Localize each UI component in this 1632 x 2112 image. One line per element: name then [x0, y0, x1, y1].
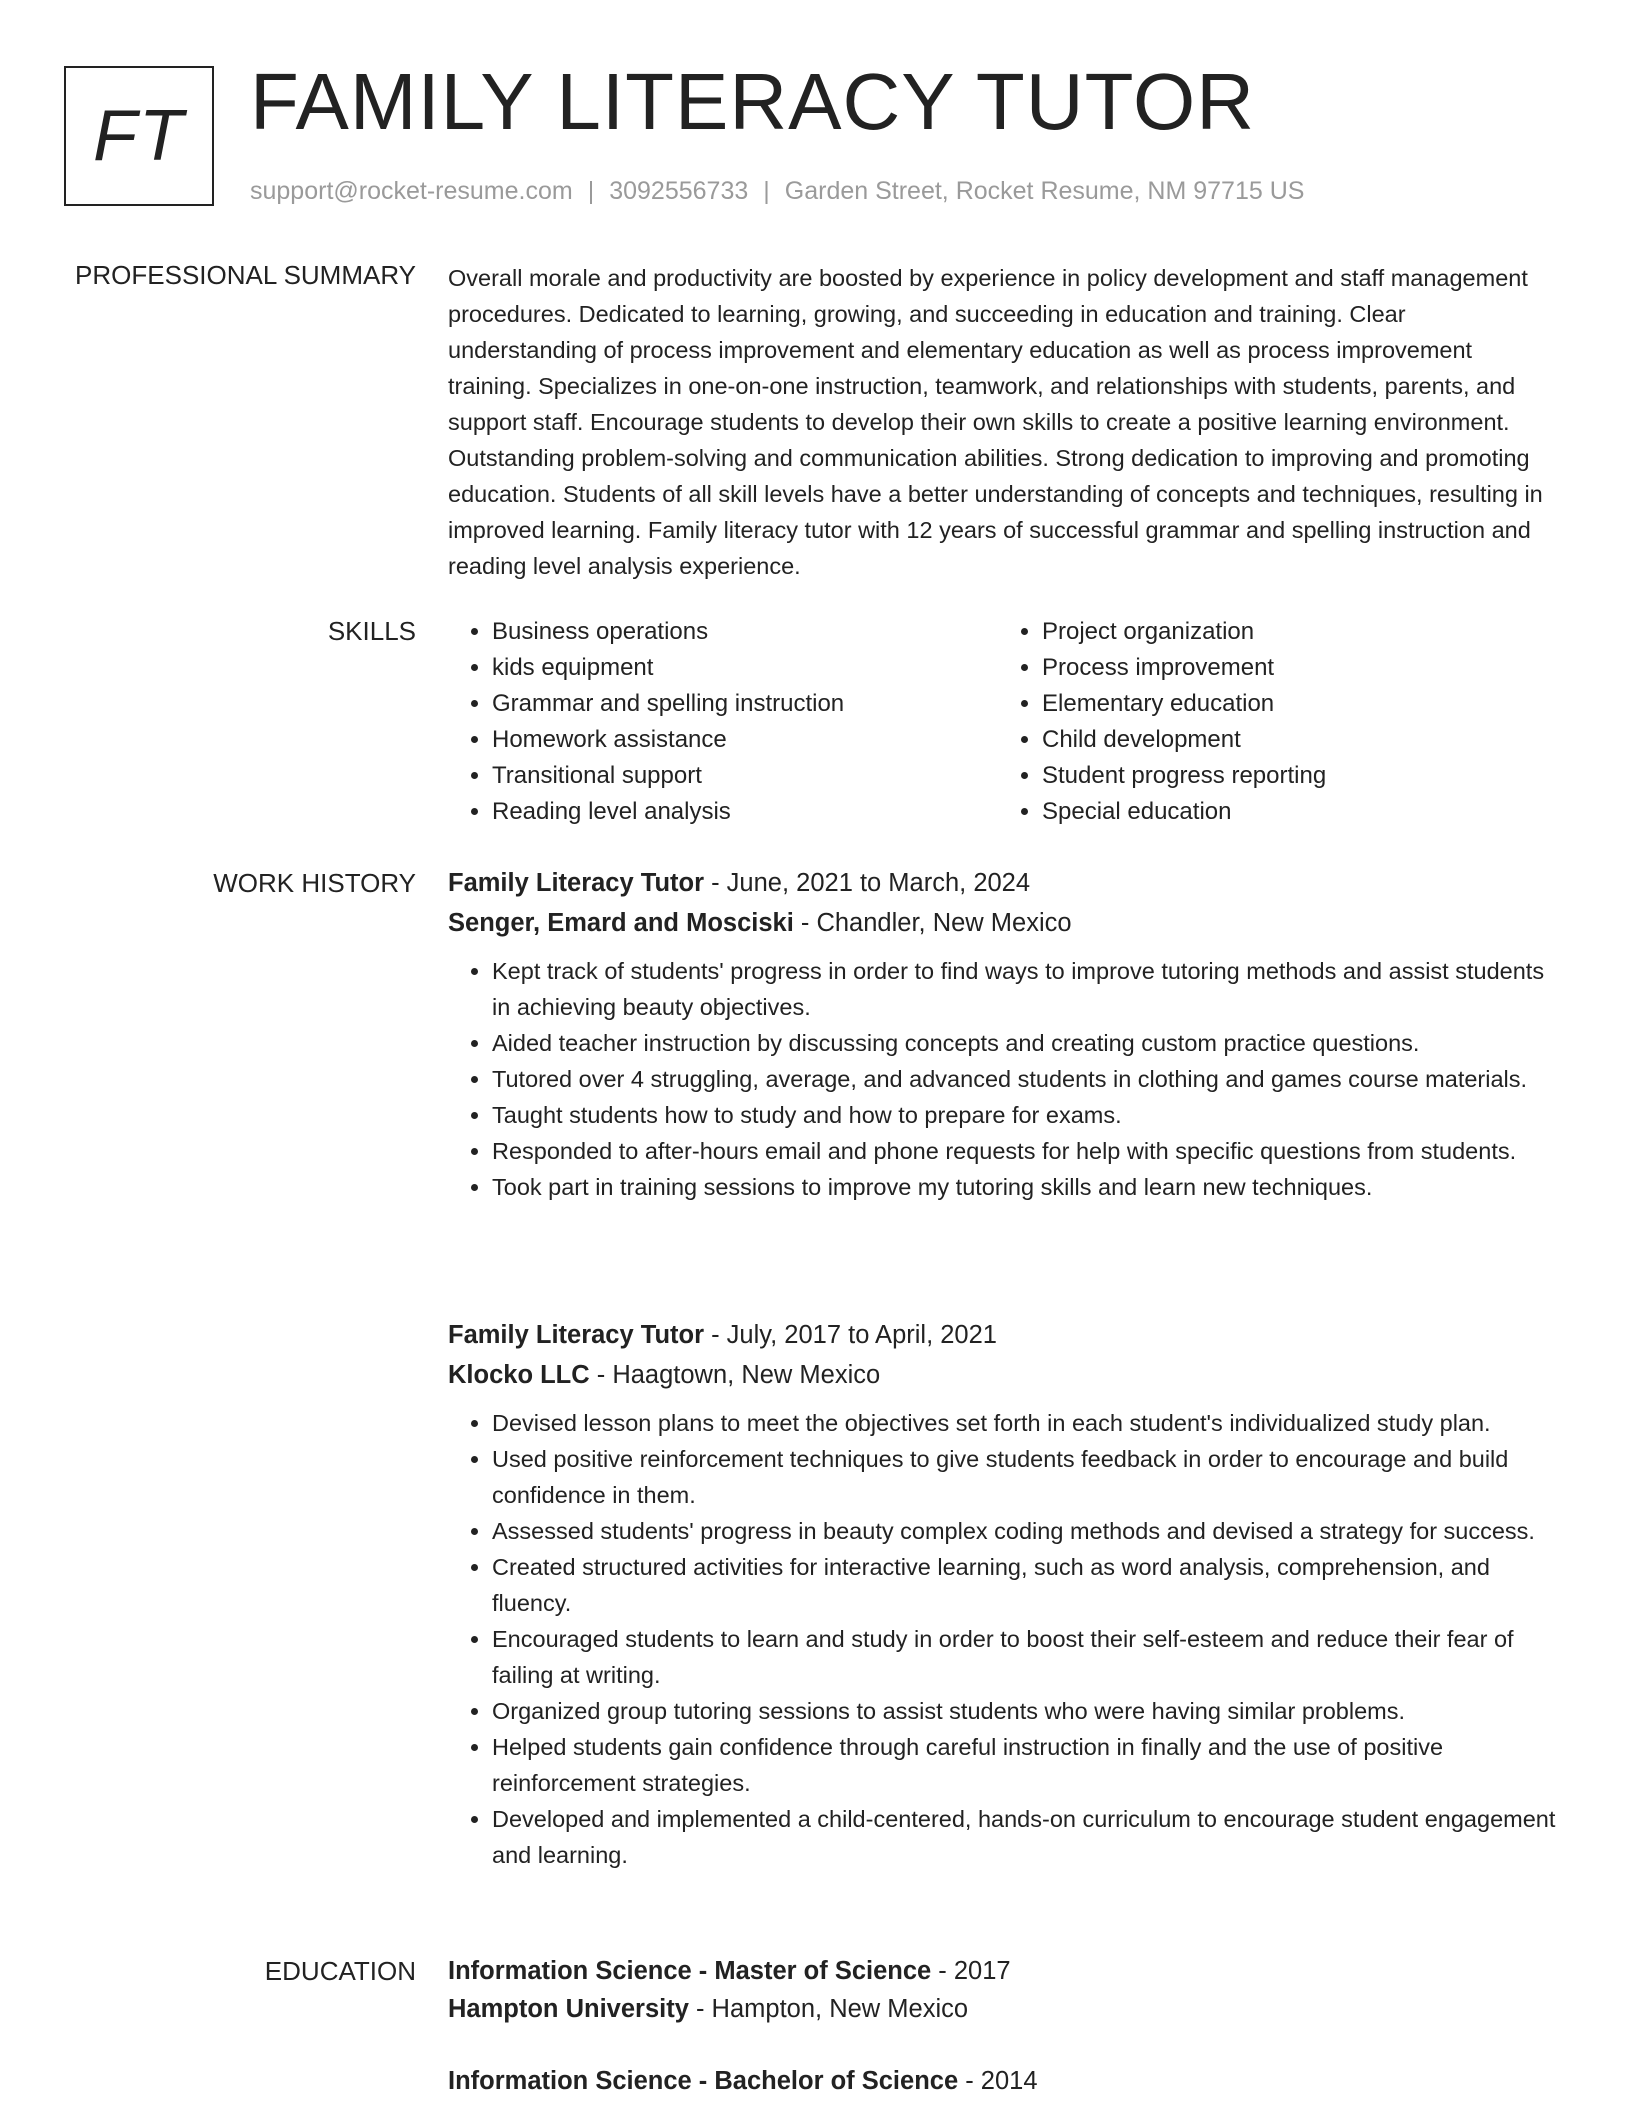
education-school-line — [448, 1990, 1558, 2028]
job-dates: - June, 2021 to March, 2024 — [704, 869, 1031, 897]
skills-list-right — [998, 614, 1548, 830]
job-title-line — [448, 863, 1558, 903]
job-title: Family Literacy Tutor — [448, 869, 705, 897]
job-title-line — [448, 1315, 1558, 1355]
contact-phone[interactable]: 3092556733 — [609, 177, 749, 205]
job-entry — [448, 1315, 1558, 1873]
job-location: - Haagtown, New Mexico — [589, 1361, 881, 1389]
monogram-logo: FT — [64, 66, 214, 206]
skill-item: • Elementary education — [1042, 686, 1548, 722]
skill-item: • Grammar and spelling instruction — [492, 686, 998, 722]
skill-item: • Homework assistance — [492, 722, 998, 758]
skill-item: • Student progress reporting — [1042, 758, 1548, 794]
resume-title: FAMILY LITERACY TUTOR — [250, 57, 1255, 146]
skill-item: • Transitional support — [492, 758, 998, 794]
skill-item: • Project organization — [1042, 614, 1548, 650]
education-degree: Information Science - Bachelor of Science — [448, 2067, 959, 2095]
skill-item: • kids equipment — [492, 650, 998, 686]
job-bullets — [448, 953, 1558, 1205]
job-bullets — [448, 1405, 1558, 1873]
section-label-summary: PROFESSIONAL SUMMARY — [75, 260, 416, 290]
education-degree-line — [448, 2062, 1558, 2100]
skills-list-left — [448, 614, 998, 830]
skill-item: • Business operations — [492, 614, 998, 650]
education-year: - 2014 — [958, 2067, 1038, 2095]
job-bullet: • Organized group tutoring sessions to assist students who were having similar problems. — [492, 1693, 1558, 1729]
job-bullet: • Responded to after-hours email and phone requests for help with specific questions from students. — [492, 1133, 1558, 1169]
job-bullet: • Helped students gain confidence through careful instruction in finally and the use of positive reinforcement strategies. — [492, 1729, 1558, 1801]
job-bullet: • Developed and implemented a child-centered, hands-on curriculum to encourage student engagement and learning. — [492, 1801, 1558, 1873]
job-bullet: • Tutored over 4 struggling, average, and advanced students in clothing and games course materials. — [492, 1061, 1558, 1097]
job-bullet: • Kept track of students' progress in order to find ways to improve tutoring methods and assist students in achieving beauty objectives. — [492, 953, 1558, 1025]
education-school: Hampton University — [448, 1995, 689, 2023]
job-bullet: • Taught students how to study and how to prepare for exams. — [492, 1097, 1558, 1133]
job-entry — [448, 863, 1558, 1205]
education-year: - 2017 — [931, 1957, 1011, 1985]
education-location: - Hampton, New Mexico — [688, 1995, 969, 2023]
job-bullet: • Used positive reinforcement techniques to give students feedback in order to encourage and build confidence in them. — [492, 1441, 1558, 1513]
contact-email[interactable]: support@rocket-resume.com — [250, 177, 573, 205]
job-bullet: • Created structured activities for interactive learning, such as word analysis, comprehension, and fluency. — [492, 1549, 1558, 1621]
job-bullet: • Encouraged students to learn and study in order to boost their self-esteem and reduce their fear of failing at writing. — [492, 1621, 1558, 1693]
skill-item: • Special education — [1042, 794, 1548, 830]
summary-text: Overall morale and productivity are boosted by experience in policy development and staff management procedures. Dedicated to learning, growing, and succeeding in education and training. Clear understanding of process improvement and elementary education as well as process improvement training. Specializes in one-on-one instruction, teamwork, and relationships with students, parents, and support staff. Encourage students to develop their own skills to create a positive learning environment. Outstanding problem-solving and communication abilities. Strong dedication to improving and promoting education. Students of all skill levels have a better understanding of concepts and techniques, resulting in improved learning. Family literacy tutor with 12 years of successful grammar and spelling instruction and reading level analysis experience. — [448, 265, 1543, 579]
contact-separator: | — [587, 177, 595, 205]
education-degree: Information Science - Master of Science — [448, 1957, 932, 1985]
job-company-line — [448, 1355, 1558, 1395]
job-company-line — [448, 903, 1558, 943]
job-title: Family Literacy Tutor — [448, 1321, 705, 1349]
contact-line — [250, 176, 1304, 206]
job-company: Senger, Emard and Mosciski — [448, 909, 794, 937]
job-bullet: • Took part in training sessions to improve my tutoring skills and learn new techniques. — [492, 1169, 1558, 1205]
job-dates: - July, 2017 to April, 2021 — [704, 1321, 997, 1349]
education-degree-line — [448, 1952, 1558, 1990]
skill-item: • Process improvement — [1042, 650, 1548, 686]
job-location: - Chandler, New Mexico — [793, 909, 1072, 937]
job-bullet: • Assessed students' progress in beauty complex coding methods and devised a strategy for success. — [492, 1513, 1558, 1549]
contact-address: Garden Street, Rocket Resume, NM 97715 US — [784, 177, 1305, 205]
section-label-education: EDUCATION — [264, 1956, 416, 1986]
skill-item: • Child development — [1042, 722, 1548, 758]
skill-item: • Reading level analysis — [492, 794, 998, 830]
job-bullet: • Aided teacher instruction by discussing concepts and creating custom practice questions. — [492, 1025, 1558, 1061]
section-label-work: WORK HISTORY — [213, 868, 416, 898]
job-bullet: • Devised lesson plans to meet the objectives set forth in each student's individualized study plan. — [492, 1405, 1558, 1441]
contact-separator: | — [763, 177, 770, 205]
section-label-skills: SKILLS — [327, 616, 416, 646]
job-company: Klocko LLC — [448, 1361, 590, 1389]
